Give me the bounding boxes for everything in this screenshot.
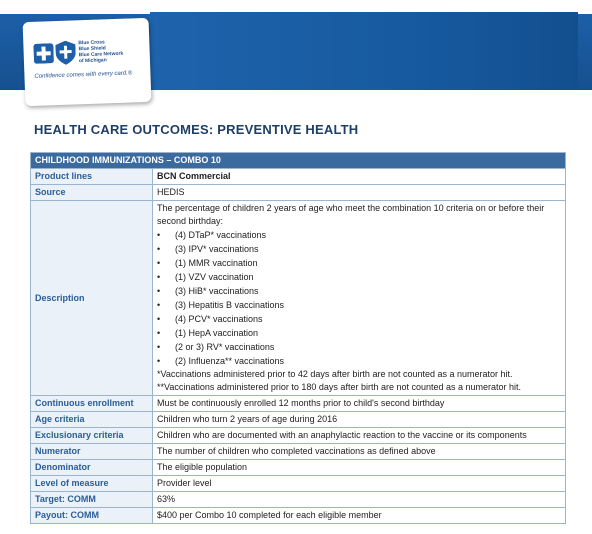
insurance-card-logo bbox=[23, 18, 152, 106]
blue-shield-icon bbox=[55, 40, 76, 65]
vaccination-list bbox=[157, 228, 561, 368]
row-value: Must be continuously enrolled 12 months prior to child's second birthday bbox=[153, 396, 566, 412]
footnote-180-days: **Vaccinations administered prior to 180 days after birth are not counted as a numerator hit. bbox=[157, 382, 522, 392]
table-row bbox=[31, 396, 566, 412]
description-cell bbox=[153, 201, 566, 396]
list-item: • (3) IPV* vaccinations bbox=[157, 244, 259, 254]
row-value: BCN Commercial bbox=[153, 169, 566, 185]
list-item: • (1) MMR vaccination bbox=[157, 258, 258, 268]
list-item: • (1) VZV vaccination bbox=[157, 272, 254, 282]
row-label: Exclusionary criteria bbox=[31, 428, 153, 444]
table-row bbox=[31, 476, 566, 492]
row-value: Children who turn 2 years of age during 2016 bbox=[153, 412, 566, 428]
list-item: • (2) Influenza** vaccinations bbox=[157, 356, 285, 366]
row-label: Age criteria bbox=[31, 412, 153, 428]
list-item: • (4) PCV* vaccinations bbox=[157, 314, 263, 324]
list-item: • (1) HepA vaccination bbox=[157, 328, 259, 338]
table-row bbox=[31, 444, 566, 460]
row-value: HEDIS bbox=[153, 185, 566, 201]
row-label: Payout: COMM bbox=[31, 508, 153, 524]
list-item: • (3) HiB* vaccinations bbox=[157, 286, 259, 296]
table-row bbox=[31, 508, 566, 524]
table-row bbox=[31, 428, 566, 444]
row-label: Product lines bbox=[31, 169, 153, 185]
table-row bbox=[31, 412, 566, 428]
logo-wordmark: Blue Cross Blue Shield Blue Care Network of Michigan bbox=[78, 39, 124, 65]
row-label: Numerator bbox=[31, 444, 153, 460]
header-blue-band bbox=[150, 12, 578, 90]
description-intro: The percentage of children 2 years of age who meet the combination 10 criteria on or before their second birthday: bbox=[157, 203, 545, 226]
table-row bbox=[31, 169, 566, 185]
row-value: 63% bbox=[153, 492, 566, 508]
table-row-description bbox=[31, 201, 566, 396]
row-value: Provider level bbox=[153, 476, 566, 492]
row-label: Continuous enrollment bbox=[31, 396, 153, 412]
row-label: Source bbox=[31, 185, 153, 201]
blue-cross-icon bbox=[33, 43, 54, 64]
table-heading: CHILDHOOD IMMUNIZATIONS – COMBO 10 bbox=[31, 153, 566, 169]
row-label: Description bbox=[31, 201, 153, 396]
table-row bbox=[31, 185, 566, 201]
list-item: • (3) Hepatitis B vaccinations bbox=[157, 300, 285, 310]
row-label: Denominator bbox=[31, 460, 153, 476]
row-value: The number of children who completed vaccinations as defined above bbox=[153, 444, 566, 460]
list-item: • (4) DTaP* vaccinations bbox=[157, 230, 267, 240]
logo-tagline: Confidence comes with every card.® bbox=[34, 70, 133, 80]
footnote-42-days: *Vaccinations administered prior to 42 days after birth are not counted as a numerator hit. bbox=[157, 369, 513, 379]
row-label: Target: COMM bbox=[31, 492, 153, 508]
table-row bbox=[31, 460, 566, 476]
row-value: The eligible population bbox=[153, 460, 566, 476]
row-value: Children who are documented with an anaphylactic reaction to the vaccine or its components bbox=[153, 428, 566, 444]
table-row bbox=[31, 492, 566, 508]
row-label: Level of measure bbox=[31, 476, 153, 492]
page-title: HEALTH CARE OUTCOMES: PREVENTIVE HEALTH bbox=[34, 122, 359, 137]
row-value: $400 per Combo 10 completed for each eligible member bbox=[153, 508, 566, 524]
list-item: • (2 or 3) RV* vaccinations bbox=[157, 342, 275, 352]
measure-table bbox=[30, 152, 566, 524]
